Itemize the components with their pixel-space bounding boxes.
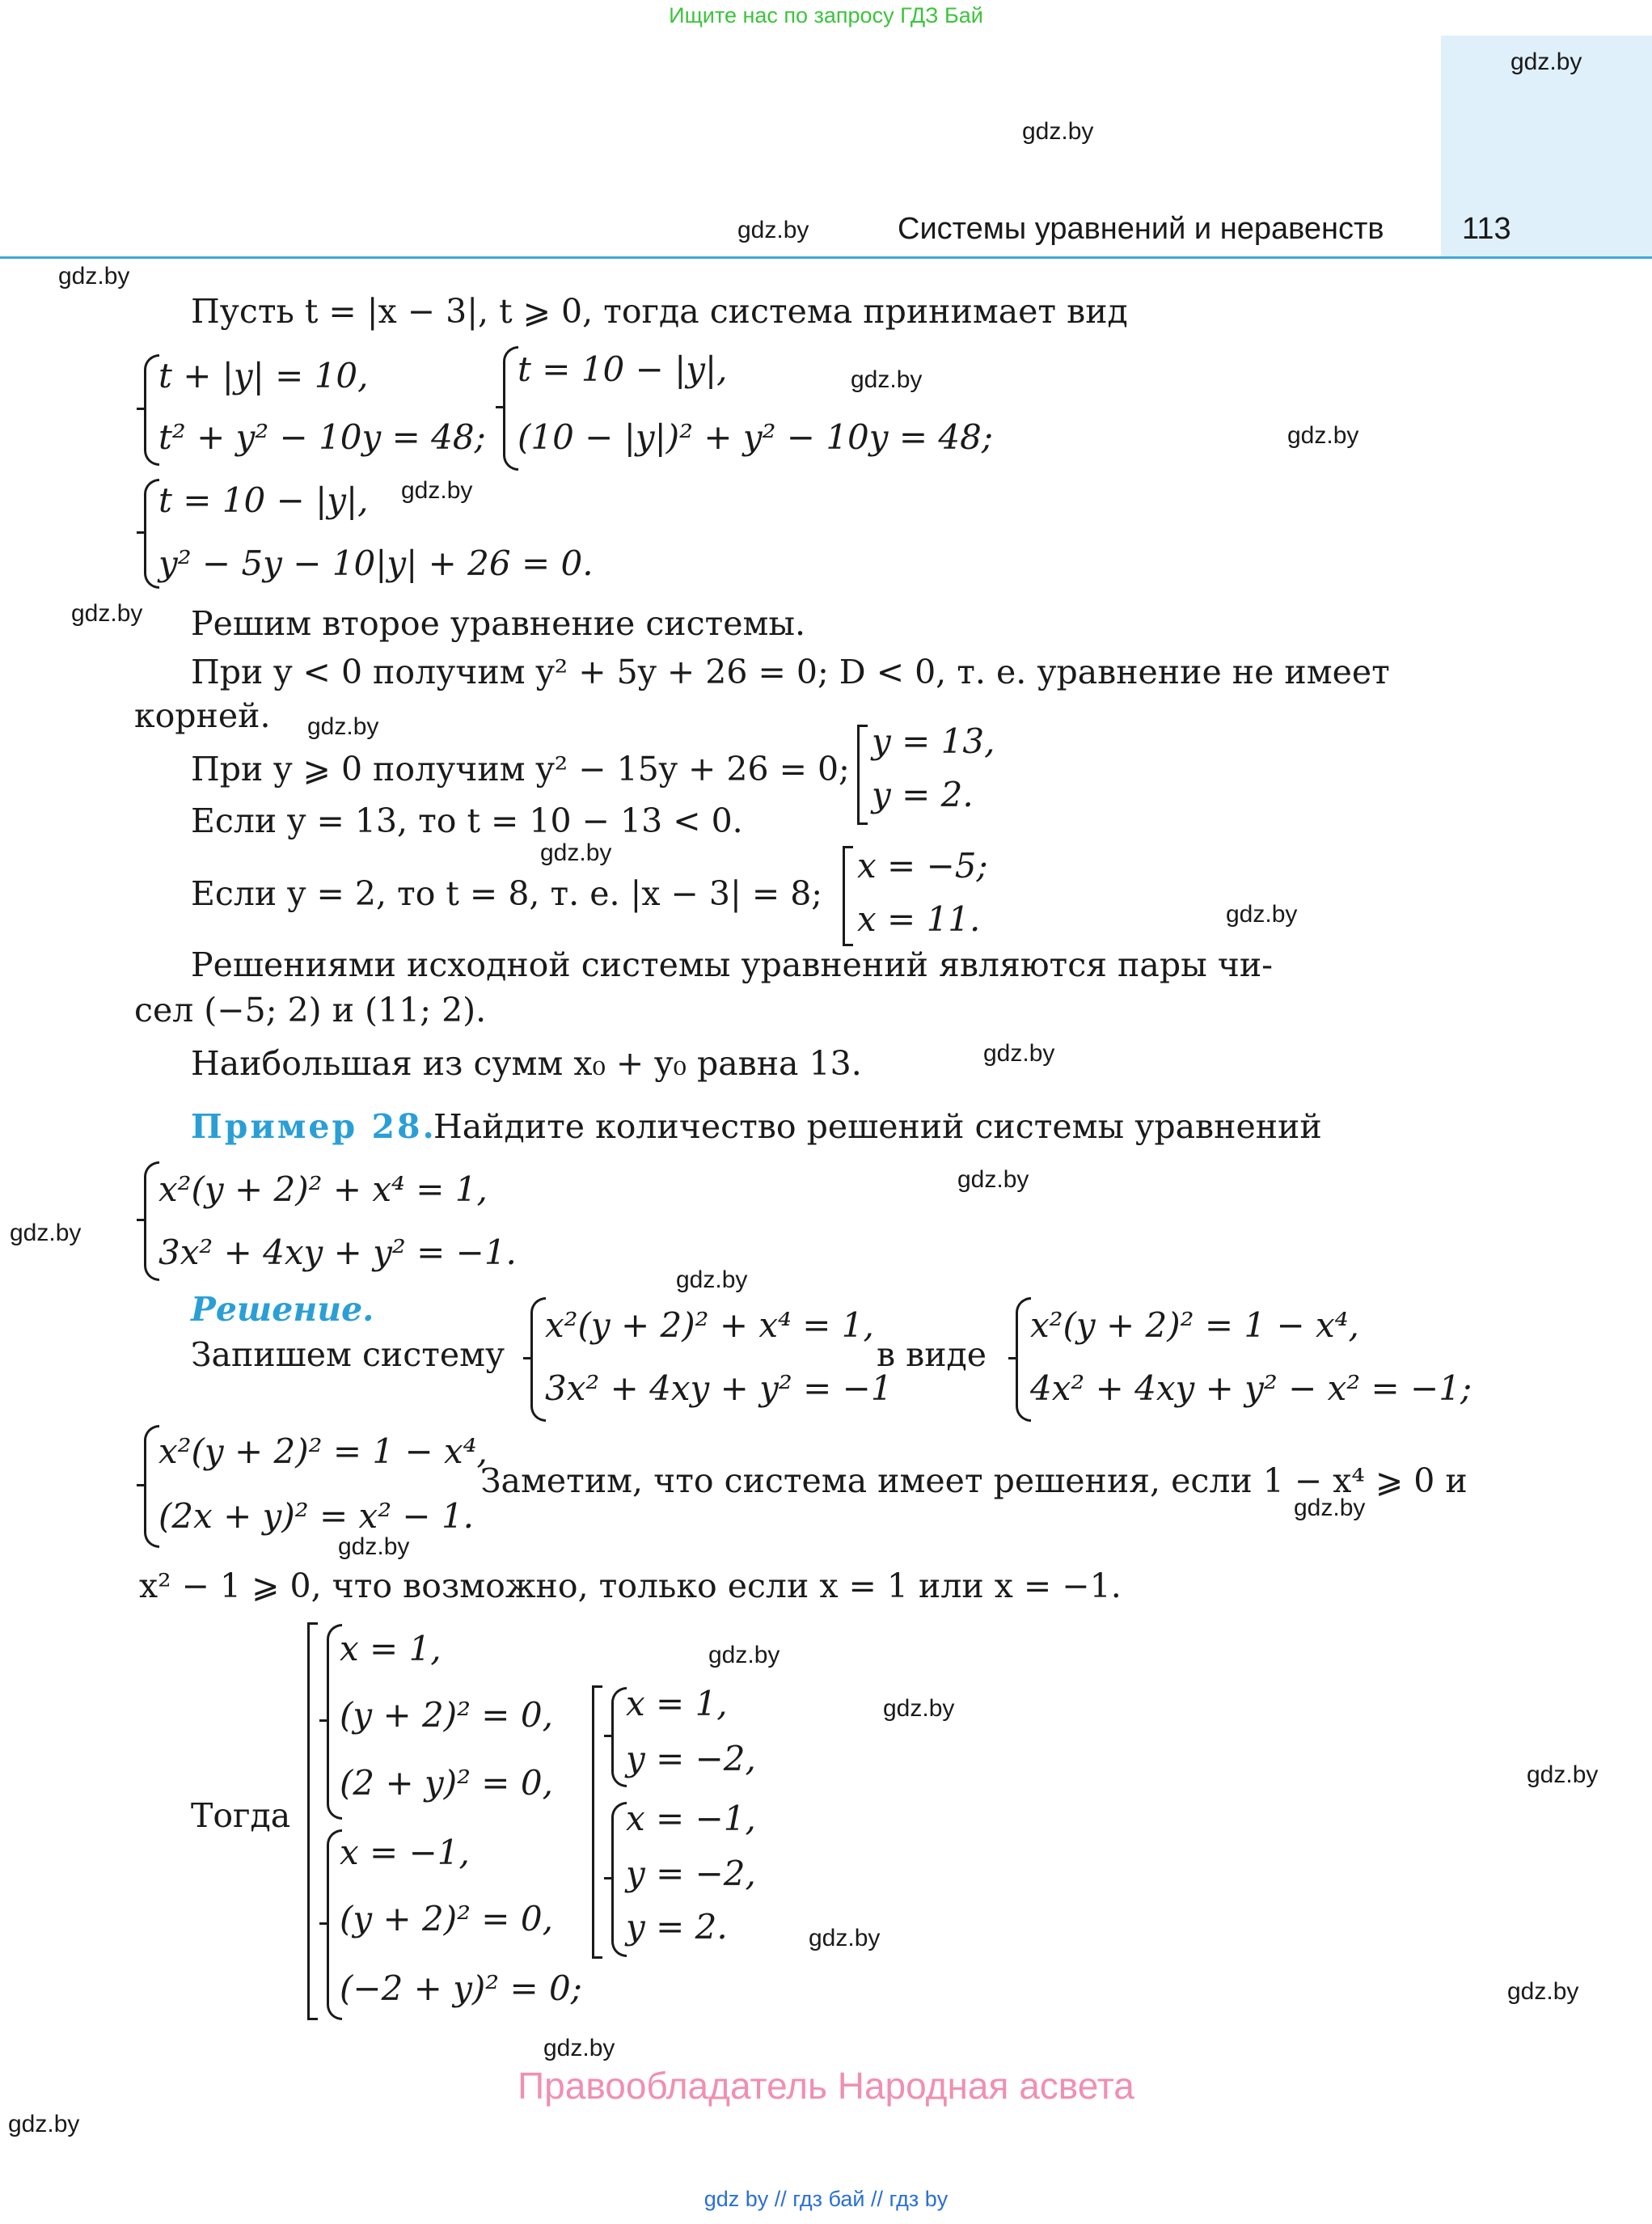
watermark: gdz.by — [401, 477, 473, 504]
solution-label: Решение. — [191, 1290, 374, 1329]
copyright: Правообладатель Народная асвета — [518, 2065, 1134, 2107]
case-line: (y + 2)² = 0, — [340, 1695, 553, 1735]
watermark: gdz.by — [851, 366, 923, 393]
watermark: gdz.by — [8, 2111, 80, 2137]
case-line: x = −1, — [340, 1833, 470, 1872]
example-label: Пример 28. — [191, 1107, 437, 1146]
watermark: gdz.by — [1294, 1495, 1366, 1521]
paragraph: Заметим, что система имеет решения, если 1 − x⁴ ⩾ 0 и — [480, 1461, 1468, 1500]
watermark: gdz.by — [708, 1642, 780, 1668]
paragraph: Тогда — [191, 1796, 291, 1835]
brace — [530, 1297, 546, 1422]
brace — [503, 346, 518, 471]
result-line: y = −2, — [626, 1854, 756, 1893]
brace — [1016, 1297, 1031, 1422]
header-rule — [0, 256, 1652, 259]
footer-links[interactable]: gdz by // гдз бай // гдз by — [703, 2187, 949, 2211]
paragraph: Если y = 2, то t = 8, т. е. |x − 3| = 8; — [191, 874, 823, 913]
set-line: y = 13, — [872, 721, 995, 761]
paragraph: в виде — [877, 1335, 987, 1374]
watermark: gdz.by — [543, 2035, 615, 2061]
watermark: gdz.by — [1527, 1761, 1599, 1788]
brace — [144, 479, 159, 589]
system-line: t = 10 − |y|, — [518, 349, 728, 389]
paragraph: Наибольшая из сумм x₀ + y₀ равна 13. — [191, 1044, 862, 1083]
system-line: x²(y + 2)² = 1 − x⁴, — [158, 1431, 488, 1471]
brace — [611, 1802, 627, 1957]
watermark: gdz.by — [809, 1925, 881, 1951]
watermark: gdz.by — [540, 839, 612, 866]
watermark: gdz.by — [58, 263, 130, 290]
paragraph: Если y = 13, то t = 10 − 13 < 0. — [191, 801, 743, 840]
brace — [144, 1161, 159, 1281]
system-line: 3x² + 4xy + y² = −1. — [158, 1233, 517, 1272]
section-title: Системы уравнений и неравенств — [898, 212, 1384, 246]
watermark: gdz.by — [1022, 118, 1094, 145]
bracket — [843, 846, 853, 946]
system-line: 4x² + 4xy + y² − x² = −1; — [1030, 1368, 1472, 1408]
system-line: y² − 5y − 10|y| + 26 = 0. — [158, 543, 594, 583]
watermark: gdz.by — [10, 1220, 82, 1246]
watermark: gdz.by — [1287, 422, 1359, 449]
watermark: gdz.by — [307, 713, 379, 740]
system-line: x²(y + 2)² = 1 − x⁴, — [1030, 1305, 1359, 1345]
system-line: 3x² + 4xy + y² = −1 — [545, 1368, 893, 1408]
bracket — [857, 725, 868, 825]
system-line: t = 10 − |y|, — [158, 480, 369, 520]
set-line: x = 11. — [857, 899, 981, 939]
watermark: gdz.by — [1507, 1978, 1579, 2005]
brace — [144, 354, 159, 466]
paragraph: Запишем систему — [191, 1335, 505, 1374]
system-line: (2x + y)² = x² − 1. — [158, 1496, 475, 1536]
watermark: gdz.by — [1510, 49, 1582, 75]
result-line: x = −1, — [626, 1799, 756, 1838]
paragraph: корней. — [134, 696, 271, 735]
result-line: y = −2, — [626, 1739, 756, 1778]
watermark: gdz.by — [338, 1533, 410, 1560]
system-line: x²(y + 2)² + x⁴ = 1, — [545, 1305, 874, 1345]
top-banner: Ищите нас по запросу ГДЗ Бай — [669, 3, 983, 27]
page-number: 113 — [1462, 212, 1511, 246]
case-line: (y + 2)² = 0, — [340, 1899, 553, 1939]
case-line: (2 + y)² = 0, — [340, 1763, 553, 1803]
system-line: (10 − |y|)² + y² − 10y = 48; — [518, 417, 993, 457]
paragraph: Решим второе уравнение системы. — [191, 604, 806, 643]
watermark: gdz.by — [676, 1266, 748, 1293]
bracket — [592, 1685, 602, 1959]
result-line: x = 1, — [626, 1684, 728, 1723]
watermark: gdz.by — [71, 600, 143, 627]
case-line: x = 1, — [340, 1629, 442, 1668]
bracket — [307, 1622, 318, 2020]
paragraph: При y < 0 получим y² + 5y + 26 = 0; D < 0, т. е. уравнение не имеет — [191, 653, 1390, 691]
paragraph: При y ⩾ 0 получим y² − 15y + 26 = 0; — [191, 750, 850, 789]
watermark: gdz.by — [1226, 901, 1298, 928]
intro-line: Пусть t = |x − 3|, t ⩾ 0, тогда система принимает вид — [191, 292, 1128, 331]
system-line: t + |y| = 10, — [158, 356, 369, 395]
set-line: y = 2. — [872, 775, 974, 814]
watermark: gdz.by — [737, 217, 809, 243]
set-line: x = −5; — [857, 846, 988, 886]
watermark: gdz.by — [883, 1695, 955, 1722]
system-line: x²(y + 2)² + x⁴ = 1, — [158, 1169, 488, 1209]
paragraph: сел (−5; 2) и (11; 2). — [134, 991, 487, 1030]
case-line: (−2 + y)² = 0; — [340, 1968, 582, 2008]
result-line: y = 2. — [626, 1907, 728, 1947]
brace — [144, 1425, 159, 1548]
paragraph: x² − 1 ⩾ 0, что возможно, только если x = 1 или x = −1. — [139, 1567, 1122, 1605]
example-statement: Найдите количество решений системы уравнений — [433, 1107, 1322, 1146]
watermark: gdz.by — [957, 1166, 1029, 1193]
watermark: gdz.by — [983, 1040, 1055, 1067]
brace — [611, 1687, 627, 1787]
system-line: t² + y² − 10y = 48; — [158, 417, 486, 457]
paragraph: Решениями исходной системы уравнений являются пары чи- — [191, 945, 1274, 984]
